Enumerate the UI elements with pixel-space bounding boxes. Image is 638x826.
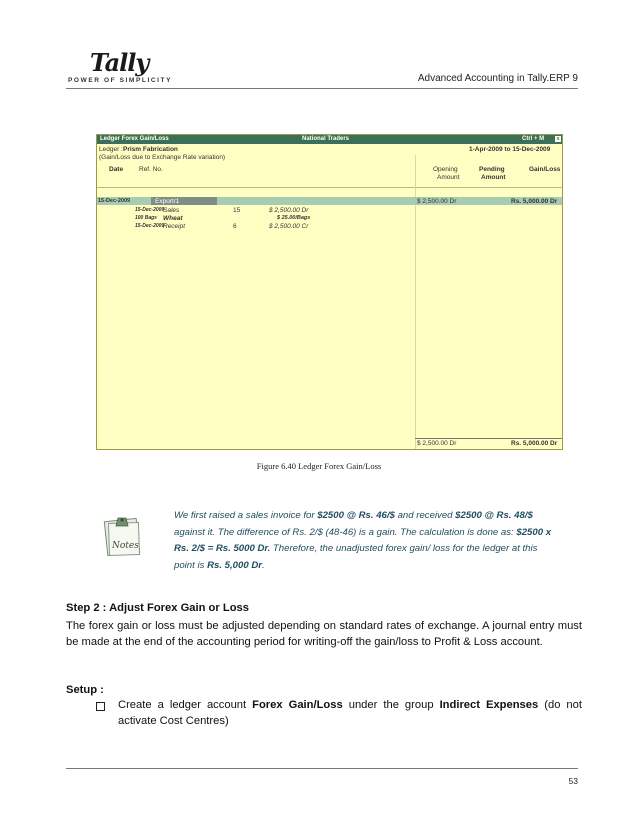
setup-heading: Setup :: [66, 684, 104, 696]
total-gainloss: Rs. 5,000.00 Dr: [511, 440, 558, 447]
period-range: 1-Apr-2009 to 15-Dec-2009: [469, 146, 551, 153]
shortcut-label: Ctrl + M: [522, 136, 545, 142]
detail-3-type: Receipt: [163, 223, 186, 230]
col-opening-1: Opening: [433, 166, 458, 173]
total-divider: [415, 438, 562, 439]
col-ref: Ref. No.: [139, 166, 163, 173]
notes-icon-label: Notes: [112, 541, 139, 551]
total-pending: $ 2,500.00 Dr: [417, 440, 457, 447]
close-icon: x: [556, 136, 560, 142]
page-header-title: Advanced Accounting in Tally.ERP 9: [417, 73, 578, 84]
figure-caption: Figure 6.40 Ledger Forex Gain/Loss: [256, 461, 382, 471]
detail-1-type: Sales: [163, 207, 180, 214]
logo-script: Tally: [90, 48, 149, 77]
step-paragraph: The forex gain or loss must be adjusted depending on standard rates of exchange. A journal entry must be made at the end of the accounting period for writing-off the gain/loss to Profit & Loss account.: [66, 620, 582, 648]
col-opening-2: Amount: [437, 174, 460, 181]
detail-1-date: 15-Dec-2009: [135, 207, 165, 213]
footer-divider: [66, 768, 578, 769]
detail-2-rate: $ 25.00/Bags: [277, 215, 311, 221]
tally-logo: [68, 48, 178, 90]
ledger-label: Ledger :: [99, 146, 123, 153]
bill-pending: $ 2,500.00 Dr: [417, 198, 457, 205]
bullet-item: Create a ledger account Forex Gain/Loss under the group Indirect Expenses (do not activate Cost Centres): [118, 699, 582, 727]
detail-2-item: Wheat: [163, 215, 183, 222]
logo-tagline: POWER OF SIMPLICITY: [68, 77, 173, 84]
bill-ref: Export/1: [155, 198, 180, 205]
detail-3-date: 15-Dec-2009: [135, 223, 165, 229]
col-gainloss: Gain/Loss: [529, 166, 561, 173]
detail-2-qty: 100 Bags: [135, 215, 157, 221]
tally-screenshot: [96, 134, 563, 450]
step-heading: Step 2 : Adjust Forex Gain or Loss: [66, 602, 249, 614]
bill-gainloss: Rs. 5,000.00 Dr: [511, 198, 558, 205]
notes-text: We first raised a sales invoice for $2500 @ Rs. 46/$ and received $2500 @ Rs. 48/$ against it. The difference of Rs. 2/$ (48-46) is a gain. The calculation is done as: $2500 x Rs. 2/$ = Rs. 5000 Dr. Therefore, the unadjusted forex gain/ loss for the ledger at this point is Rs. 5,000 Dr.: [174, 510, 552, 571]
detail-3-amount: $ 2,500.00 Cr: [269, 223, 309, 230]
bullet-square-icon: [96, 702, 105, 711]
report-subtitle: (Gain/Loss due to Exchange Rate variation): [99, 154, 226, 161]
detail-3-num: 6: [233, 223, 237, 230]
column-header-divider: [97, 187, 562, 188]
detail-1-num: 15: [233, 207, 241, 214]
screen-title: Ledger Forex Gain/Loss: [100, 136, 169, 142]
header-divider: [66, 88, 578, 89]
notes-icon: [100, 514, 146, 560]
company-name: National Traders: [302, 136, 350, 142]
bill-date: 15-Dec-2009: [98, 198, 131, 204]
col-date: Date: [109, 166, 124, 173]
detail-1-amount: $ 2,500.00 Dr: [269, 207, 309, 214]
screen-titlebar: [97, 135, 562, 144]
col-pending-2: Amount: [481, 174, 506, 181]
page-number: 53: [568, 776, 578, 786]
ledger-name: Prism Fabrication: [123, 146, 178, 153]
col-pending-1: Pending: [479, 166, 505, 173]
